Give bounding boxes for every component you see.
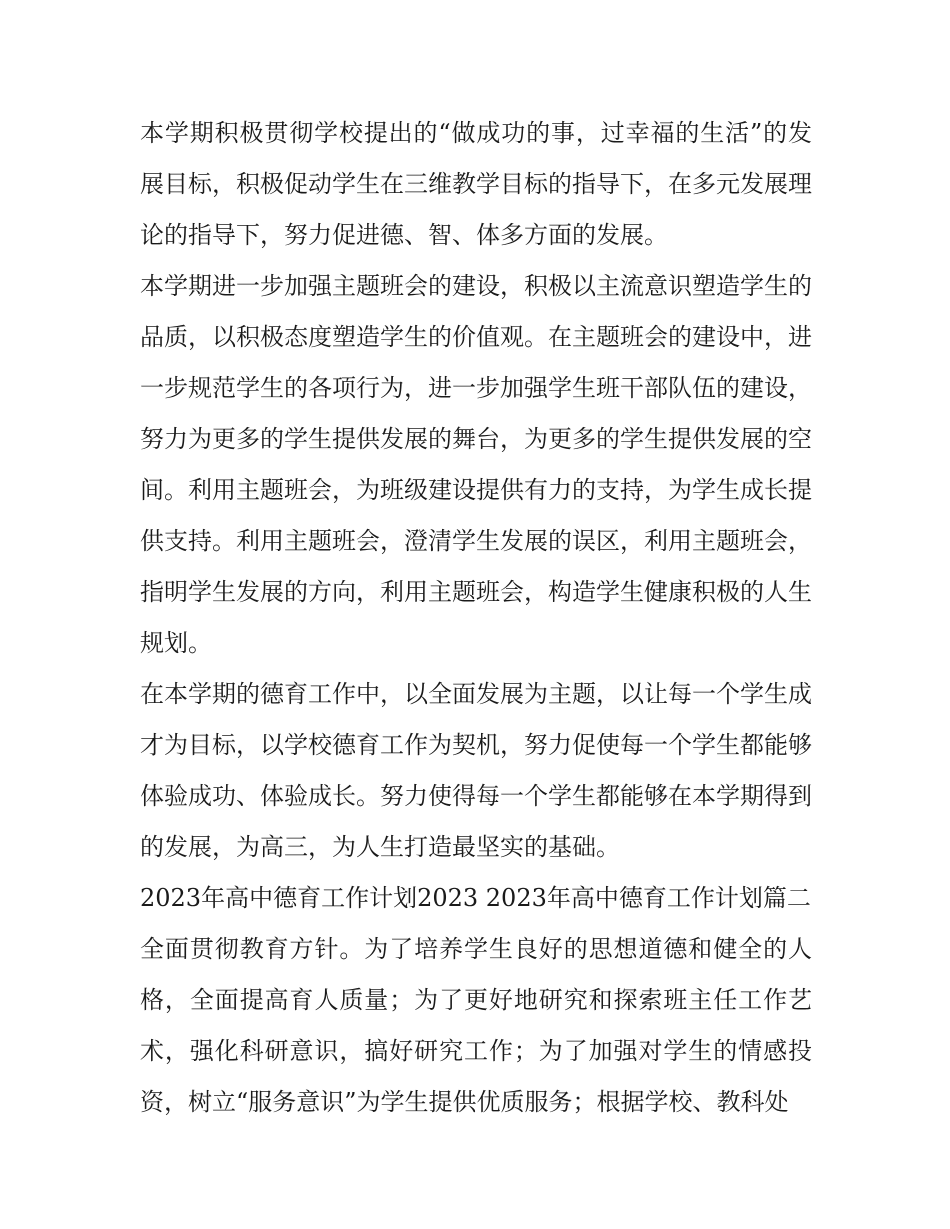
paragraph-2: 本学期进一步加强主题班会的建设，积极以主流意识塑造学生的品质，以积极态度塑造学生的价值观。在主题班会的建设中，进一步规范学生的各项行为，进一步加强学生班干部队伍的建设，努力为更多的学生提供发展的舞台，为更多的学生提供发展的空间。利用主题班会，为班级建设提供有力的支持，为学生成长提供支持。利用主题班会，澄清学生发展的误区，利用主题班会，指明学生发展的方向，利用主题班会，构造学生健康积极的人生规划。 — [140, 272, 812, 657]
paragraph-3: 在本学期的德育工作中，以全面发展为主题，以让每一个学生成才为目标，以学校德育工作为契机，努力促使每一个学生都能够体验成功、体验成长。努力使得每一个学生都能够在本学期得到的发展，为高三，为人生打造最坚实的基础。 — [140, 680, 812, 861]
paragraph-4: 全面贯彻教育方针。为了培养学生良好的思想道德和健全的人格，全面提高育人质量；为了更好地研究和探索班主任工作艺术，强化科研意识，搞好研究工作；为了加强对学生的情感投资，树立“服务意识”为学生提供优质服务；根据学校、教科处 — [140, 935, 812, 1116]
paragraph-1: 本学期积极贯彻学校提出的“做成功的事，过幸福的生活”的发展目标，积极促动学生在三维教学目标的指导下，在多元发展理论的指导下，努力促进德、智、体多方面的发展。 — [140, 119, 812, 249]
section-heading: 2023年高中德育工作计划2023 2023年高中德育工作计划篇二 — [140, 884, 811, 912]
document-body — [140, 108, 812, 1128]
